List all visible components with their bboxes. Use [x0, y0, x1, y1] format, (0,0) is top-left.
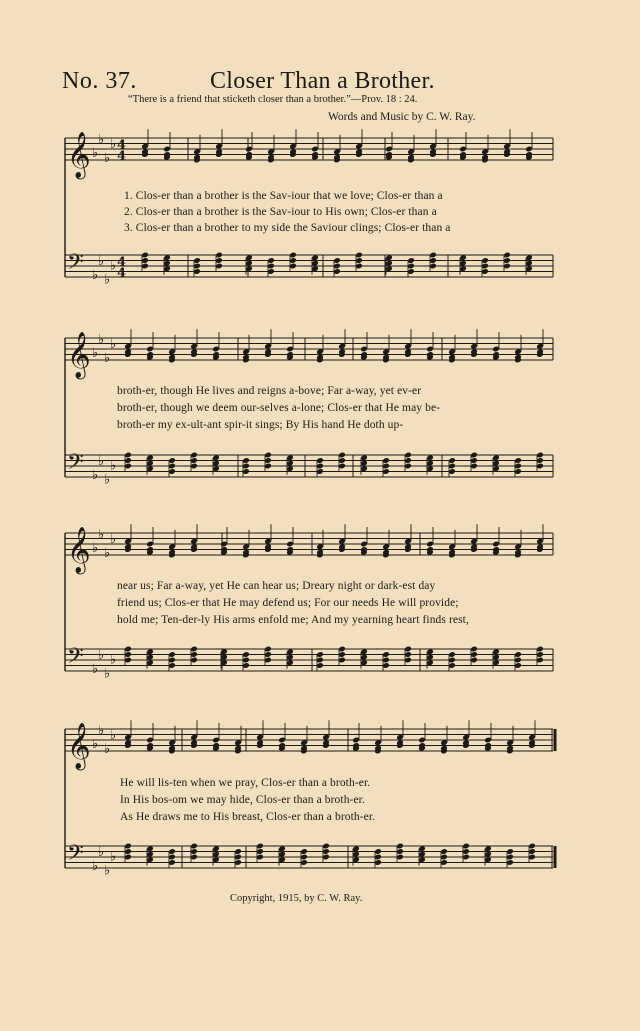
lyric-line: broth-er my ex-ult-ant spir-it sings; By His hand He doth up- — [117, 419, 404, 431]
treble-clef-icon: 𝄞 — [67, 527, 91, 573]
lyric-line: 1. Clos-er than a brother is the Sav-iour that we love; Clos-er than a — [124, 190, 443, 202]
treble-clef-icon: 𝄞 — [67, 723, 91, 769]
flat-icon: ♭ — [92, 267, 99, 283]
lyric-line: In His bos-om we may hide, Clos-er than a broth-er. — [120, 794, 365, 806]
hymn-title: Closer Than a Brother. — [210, 68, 435, 94]
flat-icon: ♭ — [98, 254, 105, 269]
time-signature: 4 — [117, 149, 127, 164]
flat-icon: ♭ — [92, 661, 99, 677]
flat-icon: ♭ — [104, 472, 111, 488]
flat-icon: ♭ — [110, 532, 117, 547]
time-signature: 4 — [117, 266, 127, 281]
flat-icon: ♭ — [98, 454, 105, 469]
flat-icon: ♭ — [104, 272, 111, 288]
treble-clef-icon: 𝄞 — [67, 332, 91, 378]
flat-icon: ♭ — [110, 652, 117, 668]
time-signature: 4 — [117, 138, 127, 153]
bass-clef-icon: 𝄢 — [67, 450, 84, 480]
flat-icon: ♭ — [110, 849, 117, 865]
flat-icon: ♭ — [98, 132, 105, 148]
hymn-number: No. 37. — [62, 68, 137, 94]
lyric-line: broth-er, though He lives and reigns a-bove; Far a-way, yet ev-er — [117, 385, 422, 397]
copyright-notice: Copyright, 1915, by C. W. Ray. — [230, 893, 363, 904]
flat-icon: ♭ — [98, 723, 105, 739]
flat-icon: ♭ — [92, 858, 99, 874]
flat-icon: ♭ — [104, 545, 111, 561]
bass-clef-icon: 𝄢 — [67, 841, 84, 871]
flat-icon: ♭ — [92, 346, 99, 362]
flat-icon: ♭ — [104, 666, 111, 682]
composer-credit: Words and Music by C. W. Ray. — [328, 111, 476, 123]
flat-icon: ♭ — [104, 350, 111, 366]
flat-icon: ♭ — [110, 137, 117, 152]
flat-icon: ♭ — [98, 527, 105, 543]
flat-icon: ♭ — [104, 741, 111, 757]
scripture-epigraph: “There is a friend that sticketh closer than a brother.”—Prov. 18 : 24. — [128, 94, 418, 105]
lyric-line: He will lis-ten when we pray, Clos-er than a broth-er. — [120, 777, 371, 789]
lyric-line: As He draws me to His breast, Clos-er than a broth-er. — [120, 811, 376, 823]
treble-clef-icon: 𝄞 — [67, 132, 91, 178]
flat-icon: ♭ — [110, 728, 117, 743]
flat-icon: ♭ — [110, 458, 117, 474]
time-signature: 4 — [117, 255, 127, 270]
lyric-line: broth-er, though we deem our-selves a-lone; Clos-er that He may be- — [117, 402, 441, 414]
lyric-line: 2. Clos-er than a brother is the Sav-iour to His own; Clos-er than a — [124, 206, 437, 218]
flat-icon: ♭ — [92, 146, 99, 162]
bass-clef-icon: 𝄢 — [67, 644, 84, 674]
lyric-line: friend us; Clos-er that He may defend us; For our needs He will provide; — [117, 597, 459, 609]
bass-clef-icon: 𝄢 — [67, 250, 84, 280]
flat-icon: ♭ — [98, 845, 105, 860]
lyric-line: hold me; Ten-der-ly His arms enfold me; And my yearning heart finds rest, — [117, 614, 469, 626]
flat-icon: ♭ — [110, 337, 117, 352]
lyric-line: near us; Far a-way, yet He can hear us; Dreary night or dark-est day — [117, 580, 436, 592]
flat-icon: ♭ — [92, 467, 99, 483]
flat-icon: ♭ — [110, 258, 117, 274]
flat-icon: ♭ — [98, 332, 105, 348]
flat-icon: ♭ — [104, 150, 111, 166]
flat-icon: ♭ — [104, 863, 111, 879]
flat-icon: ♭ — [92, 737, 99, 753]
flat-icon: ♭ — [98, 648, 105, 663]
lyric-line: 3. Clos-er than a brother to my side the Saviour clings; Clos-er than a — [124, 222, 451, 234]
flat-icon: ♭ — [92, 541, 99, 557]
